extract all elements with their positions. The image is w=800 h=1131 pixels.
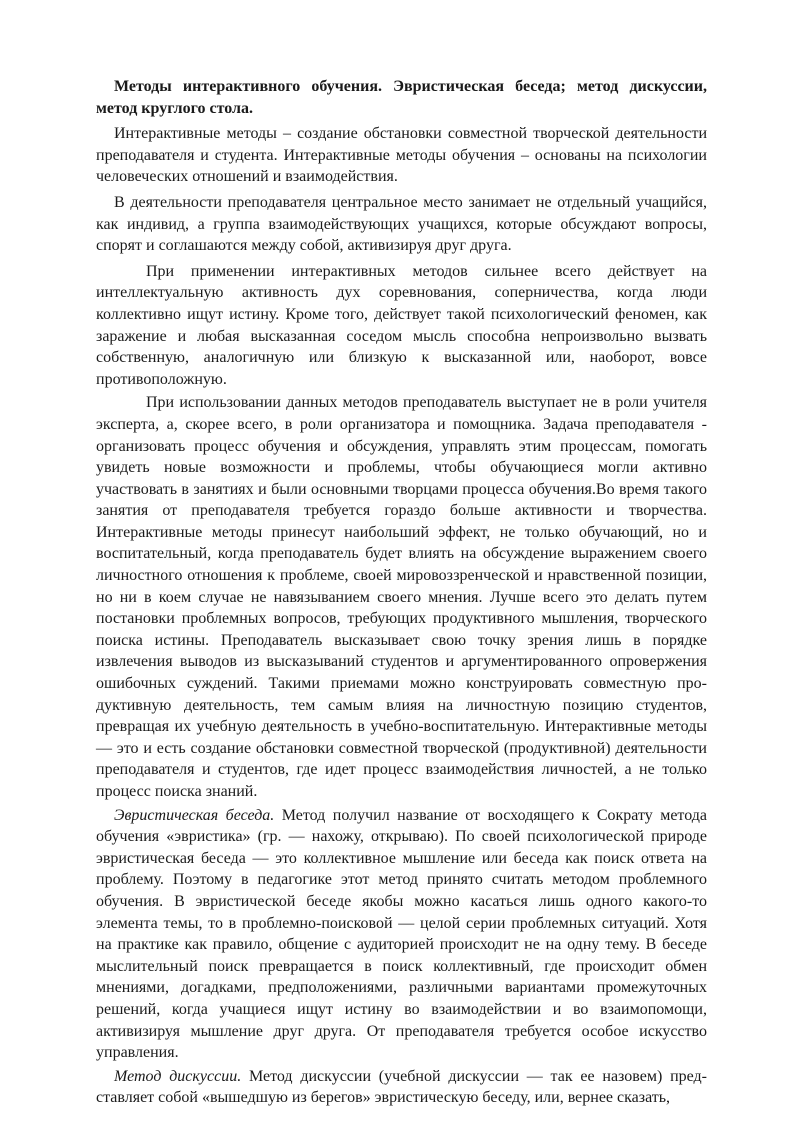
document-page xyxy=(96,76,707,1109)
paragraph-heuristic-conversation-text: Метод получил название от восходящего к Сократу метода обучения «эвристика» (гр. — нахожу, открываю). По своей психологической природе эвристическая беседа — это коллективное мышление или беседа как поиск ответа на проблему. Поэтому в педагогике этот метод принято считать методом проблемного обучения. В эвристической беседе якобы можно касаться лишь одного какого-то элемента темы, то в проблемно-поисковой — целой серии проблемных ситуаций. Хотя на практике как правило, общение с аудиторией происходит не на одну тему. В беседе мыслительный поиск превращается в поиск коллективный, где происходит обмен мнениями, догадками, предположениями, различными вариантами промежуточных решений, когда учащиеся ищут истину во взаимодействии и во взаимопомощи, активизируя мышление друг друга. От преподавателя требуется особое искусство управления. xyxy=(96,806,707,1062)
paragraph-teacher-role: При использовании данных методов преподаватель выступает не в роли учителя эксперта, а, скорее всего, в роли организатора и помощника. Задача преподавателя - организовать процесс обучения и обсуждения, управлять этим процессам, помогать увидеть новые возможности и проблемы, чтобы обучающиеся могли активно участвовать в занятиях и были основными творцами процесса обучения.Во время такого занятия от преподавателя требуется гораздо больше активности и творчества. Интерактивные методы принесут наибольший эффект, не только обучающий, но и воспитательный, когда преподаватель будет влиять на обсуждение выражением своего личностного отношения к проблеме, своей мировоззренческой и нравственной позиции, но ни в коем случае не навязыванием своего мнения. Лучше всего это делать путем постановки проблемных вопросов, требующих продуктивного мышления, творческого поиска истины. Преподаватель высказывает свою точку зрения лишь в порядке извлечения выводов из высказываний студентов и аргументированного опровержения ошибочных суждений. Такими приемами можно конструировать совместную продуктивную деятельность, тем самым влияя на личностную позицию студентов, превращая их учебную деятельность в учебно-воспитательную. Интерактивные методы — это и есть создание обстановки совместной творческой (продуктивной) деятельности преподавателя и студентов, где идет процесс взаимодействия личностей, а не только процесс поиска знаний. xyxy=(96,394,707,800)
term-discussion-method: Метод дискуссии. xyxy=(114,1067,242,1085)
paragraph-heuristic-conversation xyxy=(96,805,707,1064)
paragraph-interactive-methods-definition: Интерактивные методы – создание обстановки совместной творческой деятельности преподавателя и студента. Интерактивные методы обучения – основаны на психологии человеческих отношений и взаимодействия. xyxy=(96,125,707,186)
paragraph-group-interaction: В деятельности преподавателя центральное место занимает не отдельный учащийся, как индивид, а группа взаимодействующих учащихся, которые обсуждают вопросы, спорят и соглашаются между собой, активизируя друг друга. xyxy=(96,193,707,255)
paragraph-competition-spirit: При применении интерактивных методов сильнее всего действует на интеллектуальную активность дух соревнования, соперничества, когда люди коллективно ищут истину. Кроме того, действует такой психологический феномен, как заражение и любая высказанная соседом мысль способна непроизвольно вызвать собственную, аналогичную или близкую к высказанной или, наоборот, вовсе противоположную. xyxy=(96,262,707,388)
paragraph-discussion-method-text: Метод дискуссии (учебной дискуссии — так ее назовем) представляет собой «вышедшую из берегов» эвристическую беседу, или, вернее сказать, xyxy=(96,1067,707,1107)
document-title: Методы интерактивного обучения. Эвристическая беседа; метод дискуссии, метод круглого стола. xyxy=(96,78,707,117)
term-heuristic-conversation: Эвристическая беседа. xyxy=(114,806,275,824)
paragraph-discussion-method xyxy=(96,1066,707,1109)
